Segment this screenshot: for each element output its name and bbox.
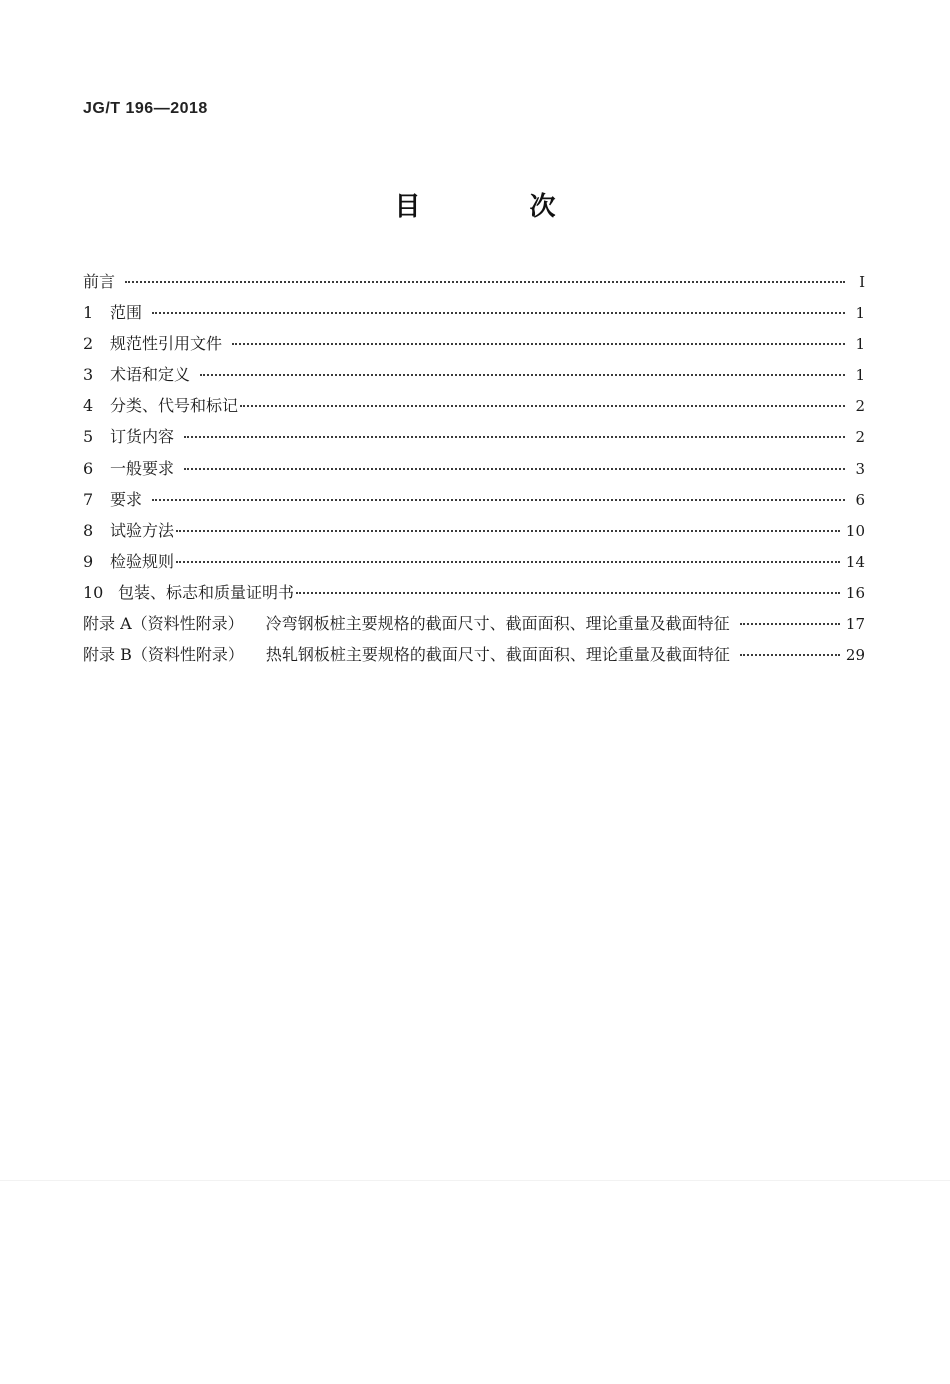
dot-leader bbox=[152, 312, 845, 314]
toc-entry-1[interactable] bbox=[83, 300, 865, 331]
toc-entry-label: 范围 bbox=[110, 303, 143, 323]
toc-entry-page: 10 bbox=[845, 521, 865, 540]
toc-entry-page: 16 bbox=[845, 583, 865, 602]
toc-entry-page: 3 bbox=[855, 459, 865, 478]
toc-entry-annex-a[interactable] bbox=[83, 611, 865, 642]
dot-leader bbox=[296, 592, 840, 594]
toc-entry-label: 分类、代号和标记 bbox=[110, 396, 239, 416]
toc-entry-label: 一般要求 bbox=[110, 458, 175, 478]
dot-leader bbox=[176, 530, 840, 532]
toc-entry-10[interactable] bbox=[83, 580, 865, 611]
toc-entry-page: 2 bbox=[855, 428, 865, 447]
toc-entry-label: 附录 B（资料性附录） bbox=[83, 645, 244, 665]
toc-entry-label: 附录 A（资料性附录） bbox=[83, 614, 244, 634]
dot-leader bbox=[176, 561, 840, 563]
toc-entry-page: 6 bbox=[855, 490, 865, 509]
toc-entry-number: 6 bbox=[83, 458, 94, 478]
dot-leader bbox=[125, 281, 845, 283]
toc-entry-6[interactable] bbox=[83, 456, 865, 487]
toc-entry-number: 2 bbox=[83, 334, 94, 354]
dot-leader bbox=[232, 343, 845, 345]
toc-entry-number: 1 bbox=[83, 303, 94, 323]
toc-entry-label: 试验方法 bbox=[110, 520, 175, 540]
toc-entry-foreword[interactable] bbox=[83, 269, 865, 300]
toc-entry-number: 8 bbox=[83, 520, 94, 540]
toc-entry-number: 3 bbox=[83, 365, 94, 385]
toc-entry-4[interactable] bbox=[83, 393, 865, 424]
toc-entry-label: 规范性引用文件 bbox=[110, 334, 223, 354]
toc-entry-page: 1 bbox=[855, 335, 865, 354]
toc-entry-label: 前言 bbox=[83, 272, 116, 291]
toc-title: 目 次 bbox=[394, 192, 606, 222]
annex-title: 冷弯钢板桩主要规格的截面尺寸、截面面积、理论重量及截面特征 bbox=[265, 614, 730, 634]
toc-entry-page: 1 bbox=[855, 366, 865, 385]
toc-entry-9[interactable] bbox=[83, 549, 865, 580]
dot-leader bbox=[200, 374, 845, 376]
toc-entry-number: 9 bbox=[83, 551, 94, 571]
toc-entry-number: 7 bbox=[83, 489, 94, 509]
toc-entry-page: 14 bbox=[845, 552, 865, 571]
toc-entry-page: 17 bbox=[845, 615, 865, 634]
toc-entry-label: 包装、标志和质量证明书 bbox=[118, 582, 295, 602]
toc-entry-number: 10 bbox=[83, 582, 104, 602]
annex-title: 热轧钢板桩主要规格的截面尺寸、截面面积、理论重量及截面特征 bbox=[265, 645, 730, 665]
toc-entry-page: Ⅰ bbox=[859, 273, 865, 291]
toc-entry-number: 4 bbox=[83, 396, 94, 416]
dot-leader bbox=[184, 436, 845, 438]
toc-entry-2[interactable] bbox=[83, 331, 865, 362]
toc-entry-page: 2 bbox=[855, 397, 865, 416]
dot-leader bbox=[240, 405, 845, 407]
scan-artifact-line bbox=[0, 1180, 950, 1181]
dot-leader bbox=[740, 654, 840, 656]
document-code: JG/T 196—2018 bbox=[83, 100, 208, 117]
toc-entry-label: 术语和定义 bbox=[110, 365, 191, 385]
toc-entry-annex-b[interactable] bbox=[83, 642, 865, 673]
dot-leader bbox=[152, 499, 845, 501]
dot-leader bbox=[740, 623, 840, 625]
toc-entry-label: 订货内容 bbox=[110, 427, 175, 447]
toc-entry-label: 要求 bbox=[110, 489, 143, 509]
toc-entry-page: 29 bbox=[845, 646, 865, 665]
toc-entry-page: 1 bbox=[855, 304, 865, 323]
toc-entry-3[interactable] bbox=[83, 362, 865, 393]
toc-entry-8[interactable] bbox=[83, 518, 865, 549]
toc-entry-label: 检验规则 bbox=[110, 551, 175, 571]
table-of-contents bbox=[83, 269, 865, 673]
toc-entry-7[interactable] bbox=[83, 487, 865, 518]
toc-entry-number: 5 bbox=[83, 427, 94, 447]
toc-entry-5[interactable] bbox=[83, 424, 865, 455]
dot-leader bbox=[184, 468, 845, 470]
